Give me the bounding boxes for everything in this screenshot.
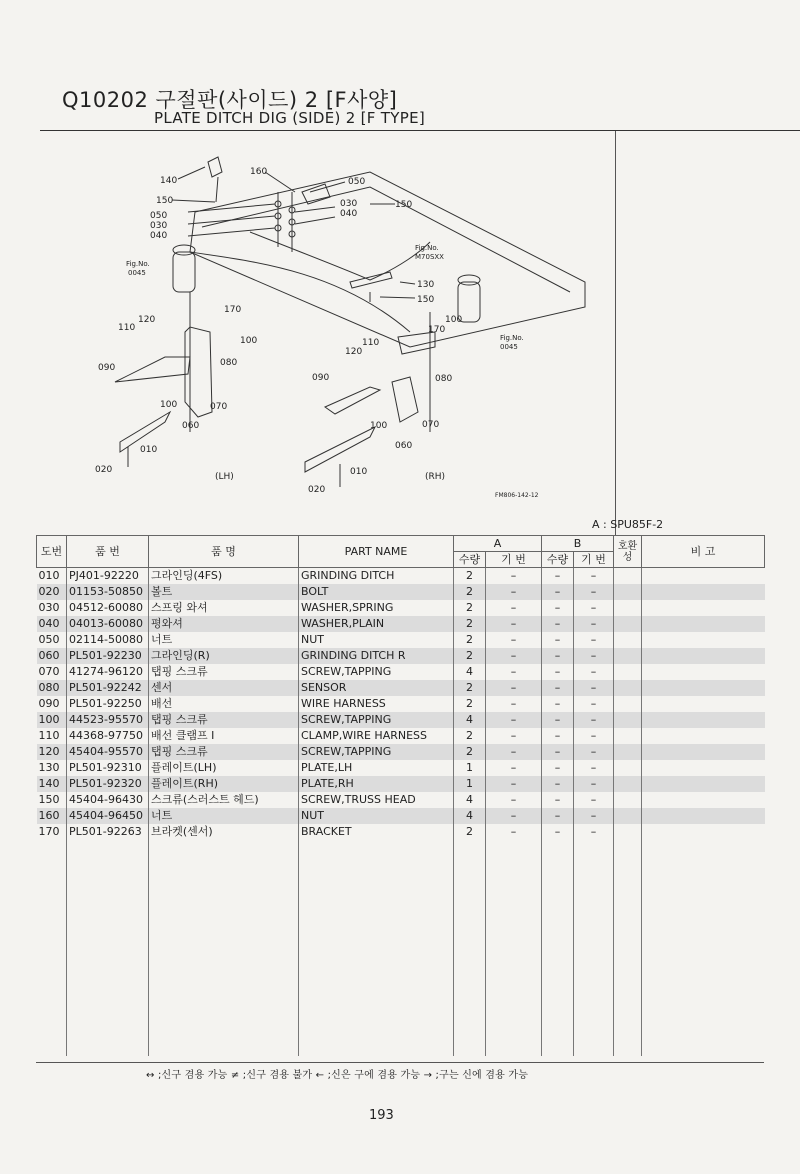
cell-name-kr: 평와셔 xyxy=(149,616,299,632)
label-110b: 110 xyxy=(362,338,380,348)
cell-base-b: – xyxy=(574,824,614,840)
cell-part-name: WIRE HARNESS xyxy=(299,696,454,712)
table-row xyxy=(37,568,765,585)
cell-remarks xyxy=(642,760,765,776)
header-name-kr: 품 명 xyxy=(149,536,299,568)
label-100b: 100 xyxy=(160,400,178,410)
label-070a: 070 xyxy=(210,402,228,412)
figno-label-c: Fig.No. xyxy=(500,334,524,342)
cell-name-kr: 탭핑 스크류 xyxy=(149,664,299,680)
cell-base-b: – xyxy=(574,808,614,824)
label-100c: 100 xyxy=(445,315,463,325)
cell-part-no: PJ401-92220 xyxy=(67,568,149,585)
table-filler-row xyxy=(37,840,765,1056)
cell-remarks xyxy=(642,728,765,744)
cell-qty-a: 2 xyxy=(454,600,486,616)
filler-cell xyxy=(149,840,299,1056)
filler-cell xyxy=(37,840,67,1056)
cell-part-no: 45404-96450 xyxy=(67,808,149,824)
table-row xyxy=(37,680,765,696)
cell-base-b: – xyxy=(574,712,614,728)
header-base-a: 기 번 xyxy=(486,552,542,568)
header-qty-b: 수량 xyxy=(542,552,574,568)
cell-base-a: – xyxy=(486,664,542,680)
cell-ref: 110 xyxy=(38,729,60,742)
cell-base-b: – xyxy=(574,792,614,808)
cell-ref: 070 xyxy=(38,665,60,678)
cell-interchange xyxy=(614,824,642,840)
cell-interchange xyxy=(614,664,642,680)
label-120b: 120 xyxy=(345,347,363,357)
label-140: 140 xyxy=(160,176,178,186)
cell-name-kr: 탭핑 스크류 xyxy=(149,712,299,728)
title-rule xyxy=(40,130,800,131)
cell-part-no: 44368-97750 xyxy=(67,728,149,744)
cell-ref: 100 xyxy=(37,712,67,728)
cell-ref: 080 xyxy=(37,680,67,696)
cell-ref: 090 xyxy=(38,697,60,710)
label-060b: 060 xyxy=(395,441,413,451)
cell-name-kr: 배선 클램프 I xyxy=(149,728,299,744)
cell-base-b: – xyxy=(574,680,614,696)
table-row xyxy=(37,632,765,648)
label-090b: 090 xyxy=(312,373,330,383)
cell-part-no: PL501-92230 xyxy=(67,648,149,664)
cell-remarks xyxy=(642,744,765,760)
cell-interchange xyxy=(614,712,642,728)
cell-qty-b: – xyxy=(542,664,574,680)
table-row xyxy=(37,616,765,632)
header-interchange: 호환성 xyxy=(614,536,642,568)
cell-part-name: SENSOR xyxy=(299,680,454,696)
label-160: 160 xyxy=(250,167,268,177)
header-group-b: B xyxy=(542,536,614,552)
cell-ref: 140 xyxy=(37,776,67,792)
table-row xyxy=(37,648,765,664)
cell-name-kr: 플레이트(RH) xyxy=(149,776,299,792)
cell-qty-b: – xyxy=(542,616,574,632)
cell-remarks xyxy=(642,664,765,680)
cell-remarks xyxy=(642,616,765,632)
cell-interchange xyxy=(614,600,642,616)
cell-remarks xyxy=(642,792,765,808)
compatibility-legend: ↔ ;신구 겸용 가능 ≠ ;신구 겸용 불가 ← ;신은 구에 겸용 가능 → ;구는 신에 겸용 가능 xyxy=(146,1070,529,1081)
parts-table xyxy=(36,535,765,1056)
table-row xyxy=(37,712,765,728)
cell-part-name: NUT xyxy=(299,808,454,824)
cell-name-kr: 브라켓(센서) xyxy=(149,824,299,840)
label-170b: 170 xyxy=(428,325,446,335)
cell-name-kr: 플레이트(LH) xyxy=(149,760,299,776)
figno-label-a: Fig.No. xyxy=(126,260,150,268)
header-group-a: A xyxy=(454,536,542,552)
label-090a: 090 xyxy=(98,363,116,373)
cell-base-a: – xyxy=(486,600,542,616)
cell-remarks xyxy=(642,808,765,824)
table-row xyxy=(37,808,765,824)
cell-name-kr: 너트 xyxy=(149,808,299,824)
header-ref: 도번 xyxy=(37,536,67,568)
cell-part-name: SCREW,TAPPING xyxy=(299,744,454,760)
label-030a: 030 xyxy=(150,221,168,231)
cell-base-b: – xyxy=(574,568,614,585)
cell-base-a: – xyxy=(486,712,542,728)
page-title-kr: Q10202 구절판(사이드) 2 [F사양] xyxy=(62,88,398,112)
filler-cell xyxy=(574,840,614,1056)
cell-name-kr: 너트 xyxy=(149,632,299,648)
cell-interchange xyxy=(614,568,642,585)
cell-ref: 120 xyxy=(37,744,67,760)
table-row xyxy=(37,744,765,760)
header-part-no: 품 번 xyxy=(67,536,149,568)
page-title-en: PLATE DITCH DIG (SIDE) 2 [F TYPE] xyxy=(154,109,426,127)
cell-interchange xyxy=(614,616,642,632)
cell-part-name: PLATE,LH xyxy=(299,760,454,776)
cell-ref: 010 xyxy=(38,569,60,582)
cell-qty-a: 2 xyxy=(454,824,486,840)
cell-part-no: 02114-50080 xyxy=(67,632,149,648)
label-020a: 020 xyxy=(95,465,113,475)
cell-interchange xyxy=(614,776,642,792)
cell-base-a: – xyxy=(486,744,542,760)
cell-qty-b: – xyxy=(542,600,574,616)
cell-ref: 170 xyxy=(38,825,60,838)
cell-base-b: – xyxy=(574,664,614,680)
cell-interchange xyxy=(614,648,642,664)
filler-cell xyxy=(299,840,454,1056)
cell-name-kr: 센서 xyxy=(149,680,299,696)
table-row xyxy=(37,776,765,792)
cell-qty-b: – xyxy=(542,744,574,760)
cell-ref: 040 xyxy=(37,616,67,632)
cell-remarks xyxy=(642,712,765,728)
table-row xyxy=(37,728,765,744)
cell-remarks xyxy=(642,776,765,792)
filler-cell xyxy=(67,840,149,1056)
cell-qty-a: 2 xyxy=(454,632,486,648)
cell-ref: 150 xyxy=(38,793,60,806)
cell-qty-b: – xyxy=(542,680,574,696)
label-rh: (RH) xyxy=(425,472,446,482)
cell-qty-a: 2 xyxy=(454,616,486,632)
cell-qty-a: 2 xyxy=(454,680,486,696)
cell-part-name: PLATE,RH xyxy=(299,776,454,792)
cell-base-a: – xyxy=(486,728,542,744)
cell-name-kr: 그라인딩(4FS) xyxy=(149,568,299,585)
cell-base-a: – xyxy=(486,760,542,776)
cell-part-name: SCREW,TAPPING xyxy=(299,664,454,680)
cell-base-b: – xyxy=(574,632,614,648)
cell-qty-a: 4 xyxy=(454,792,486,808)
cell-qty-a: 2 xyxy=(454,728,486,744)
cell-ref: 060 xyxy=(37,648,67,664)
cell-interchange xyxy=(614,696,642,712)
cell-part-no: 04512-60080 xyxy=(67,600,149,616)
cell-part-name: GRINDING DITCH R xyxy=(299,648,454,664)
cell-remarks xyxy=(642,824,765,840)
table-row xyxy=(37,600,765,616)
cell-qty-b: – xyxy=(542,824,574,840)
header-remarks: 비 고 xyxy=(642,536,765,568)
cell-interchange xyxy=(614,760,642,776)
cell-base-a: – xyxy=(486,680,542,696)
cell-part-name: BRACKET xyxy=(299,824,454,840)
cell-ref: 160 xyxy=(37,808,67,824)
cell-qty-b: – xyxy=(542,632,574,648)
figno-0045-b: 0045 xyxy=(500,343,518,351)
label-100d: 100 xyxy=(370,421,388,431)
header-part-name: PART NAME xyxy=(299,536,454,568)
cell-qty-a: 4 xyxy=(454,808,486,824)
label-170a: 170 xyxy=(224,305,242,315)
cell-base-a: – xyxy=(486,776,542,792)
cell-name-kr: 그라인딩(R) xyxy=(149,648,299,664)
cell-remarks xyxy=(642,568,765,585)
cell-qty-a: 2 xyxy=(454,744,486,760)
cell-part-name: BOLT xyxy=(299,584,454,600)
cell-base-b: – xyxy=(574,616,614,632)
cell-qty-b: – xyxy=(542,568,574,585)
cell-qty-b: – xyxy=(542,792,574,808)
cell-part-no: PL501-92263 xyxy=(67,824,149,840)
cell-part-name: WASHER,SPRING xyxy=(299,600,454,616)
cell-part-name: NUT xyxy=(299,632,454,648)
cell-base-a: – xyxy=(486,792,542,808)
cell-remarks xyxy=(642,600,765,616)
cell-interchange xyxy=(614,584,642,600)
model-spec: A : SPU85F-2 xyxy=(592,518,664,531)
cell-part-no: PL501-92310 xyxy=(67,760,149,776)
label-010b: 010 xyxy=(350,467,368,477)
cell-name-kr: 스크류(스러스트 헤드) xyxy=(149,792,299,808)
table-row xyxy=(37,760,765,776)
header-base-b: 기 번 xyxy=(574,552,614,568)
cell-base-b: – xyxy=(574,760,614,776)
cell-interchange xyxy=(614,680,642,696)
cell-base-b: – xyxy=(574,776,614,792)
filler-cell xyxy=(614,840,642,1056)
table-row xyxy=(37,792,765,808)
cell-part-no: PL501-92320 xyxy=(67,776,149,792)
cell-part-name: CLAMP,WIRE HARNESS xyxy=(299,728,454,744)
table-row xyxy=(37,584,765,600)
cell-part-name: SCREW,TAPPING xyxy=(299,712,454,728)
cell-ref: 130 xyxy=(38,761,60,774)
cell-base-a: – xyxy=(486,808,542,824)
cell-remarks xyxy=(642,696,765,712)
label-050a: 050 xyxy=(348,177,366,187)
cell-part-no: PL501-92250 xyxy=(67,696,149,712)
cell-base-b: – xyxy=(574,584,614,600)
cell-qty-b: – xyxy=(542,728,574,744)
cell-qty-b: – xyxy=(542,776,574,792)
cell-qty-b: – xyxy=(542,696,574,712)
cell-part-name: SCREW,TRUSS HEAD xyxy=(299,792,454,808)
cell-qty-b: – xyxy=(542,584,574,600)
label-100a: 100 xyxy=(240,336,258,346)
table-row xyxy=(37,664,765,680)
filler-cell xyxy=(542,840,574,1056)
label-150c: 150 xyxy=(417,295,435,305)
cell-name-kr: 스프링 와셔 xyxy=(149,600,299,616)
cell-interchange xyxy=(614,728,642,744)
cell-part-no: 45404-96430 xyxy=(67,792,149,808)
cell-part-no: 04013-60080 xyxy=(67,616,149,632)
label-lh: (LH) xyxy=(215,472,234,482)
label-060a: 060 xyxy=(182,421,200,431)
cell-base-b: – xyxy=(574,648,614,664)
cell-base-a: – xyxy=(486,632,542,648)
filler-cell xyxy=(642,840,765,1056)
exploded-parts-diagram xyxy=(40,132,615,512)
cell-qty-a: 2 xyxy=(454,696,486,712)
cell-name-kr: 배선 xyxy=(149,696,299,712)
cell-part-name: GRINDING DITCH xyxy=(299,568,454,585)
label-120a: 120 xyxy=(138,315,156,325)
cell-qty-b: – xyxy=(542,712,574,728)
label-080b: 080 xyxy=(435,374,453,384)
cell-interchange xyxy=(614,792,642,808)
label-130: 130 xyxy=(417,280,435,290)
cell-base-a: – xyxy=(486,824,542,840)
label-010a: 010 xyxy=(140,445,158,455)
cell-interchange xyxy=(614,632,642,648)
figno-0045-a: 0045 xyxy=(128,269,146,277)
label-150b: 150 xyxy=(395,200,413,210)
cell-interchange xyxy=(614,808,642,824)
column-divider xyxy=(615,131,616,535)
label-020b: 020 xyxy=(308,485,326,495)
cell-remarks xyxy=(642,632,765,648)
header-qty-a: 수량 xyxy=(454,552,486,568)
cell-interchange xyxy=(614,744,642,760)
cell-ref: 050 xyxy=(38,633,60,646)
cell-base-a: – xyxy=(486,616,542,632)
cell-qty-a: 1 xyxy=(454,776,486,792)
cell-base-b: – xyxy=(574,600,614,616)
label-070b: 070 xyxy=(422,420,440,430)
cell-ref: 030 xyxy=(38,601,60,614)
cell-base-a: – xyxy=(486,568,542,585)
label-040b: 040 xyxy=(340,209,358,219)
cell-remarks xyxy=(642,680,765,696)
cell-base-a: – xyxy=(486,584,542,600)
cell-ref: 020 xyxy=(37,584,67,600)
cell-qty-a: 4 xyxy=(454,712,486,728)
label-040a: 040 xyxy=(150,231,168,241)
cell-part-name: WASHER,PLAIN xyxy=(299,616,454,632)
table-row xyxy=(37,824,765,840)
cell-name-kr: 탭핑 스크류 xyxy=(149,744,299,760)
cell-part-no: 45404-95570 xyxy=(67,744,149,760)
cell-base-b: – xyxy=(574,744,614,760)
label-110a: 110 xyxy=(118,323,136,333)
cell-remarks xyxy=(642,584,765,600)
table-bottom-rule xyxy=(36,1062,764,1063)
figno-label-b: Fig.No. xyxy=(415,244,439,252)
label-050b: 050 xyxy=(150,211,168,221)
cell-qty-b: – xyxy=(542,808,574,824)
cell-part-no: 44523-95570 xyxy=(67,712,149,728)
cell-part-no: 41274-96120 xyxy=(67,664,149,680)
page-number: 193 xyxy=(369,1108,394,1123)
figno-m70: M70SXX xyxy=(415,253,444,261)
label-030b: 030 xyxy=(340,199,358,209)
cell-name-kr: 볼트 xyxy=(149,584,299,600)
cell-remarks xyxy=(642,648,765,664)
cell-qty-a: 2 xyxy=(454,568,486,585)
diagram-code: FM806-142-12 xyxy=(495,492,539,499)
cell-qty-a: 2 xyxy=(454,584,486,600)
cell-qty-b: – xyxy=(542,760,574,776)
cell-base-b: – xyxy=(574,696,614,712)
table-row xyxy=(37,696,765,712)
cell-part-no: PL501-92242 xyxy=(67,680,149,696)
filler-cell xyxy=(454,840,486,1056)
cell-base-a: – xyxy=(486,696,542,712)
cell-qty-a: 1 xyxy=(454,760,486,776)
filler-cell xyxy=(486,840,542,1056)
cell-qty-a: 4 xyxy=(454,664,486,680)
cell-base-a: – xyxy=(486,648,542,664)
label-080a: 080 xyxy=(220,358,238,368)
cell-qty-b: – xyxy=(542,648,574,664)
cell-qty-a: 2 xyxy=(454,648,486,664)
label-150a: 150 xyxy=(156,196,174,206)
cell-part-no: 01153-50850 xyxy=(67,584,149,600)
cell-base-b: – xyxy=(574,728,614,744)
